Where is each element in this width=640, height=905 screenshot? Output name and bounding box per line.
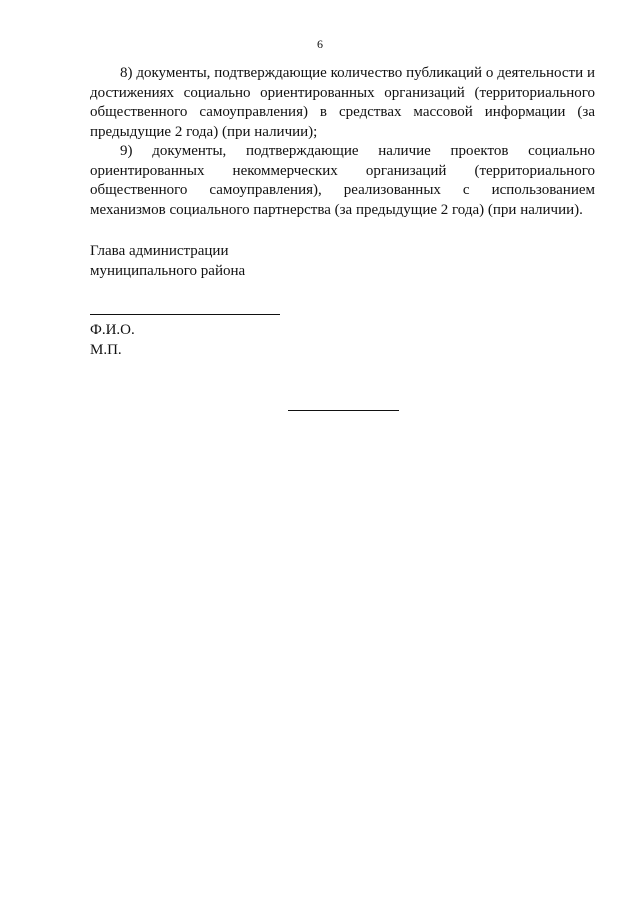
- document-body: [90, 64, 595, 220]
- stamp-label: М.П.: [90, 342, 122, 358]
- end-of-document-divider: [288, 410, 399, 411]
- signature-block: [90, 241, 490, 281]
- signatory-title-line2: муниципального района: [90, 263, 246, 279]
- page-number: 6: [317, 37, 323, 51]
- paragraph-item-8: 8) документы, подтверждающие количество публикаций о деятельности и достижениях социально ориентированных организаций (территориального общественного самоуправления) в средствах массовой информации (за предыдущие 2 года) (при наличии);: [90, 65, 595, 140]
- paragraph-item-9: 9) документы, подтверждающие наличие проектов социально ориентированных некоммерческих организаций (территориального общественного самоуправления), реализованных с использованием механизмов социального партнерства (за предыдущие 2 года) (при наличии).: [90, 143, 595, 218]
- fio-label: Ф.И.О.: [90, 322, 135, 338]
- signature-fields: [90, 320, 390, 360]
- signature-line: [90, 314, 280, 315]
- signatory-title-line1: Глава администрации: [90, 243, 229, 259]
